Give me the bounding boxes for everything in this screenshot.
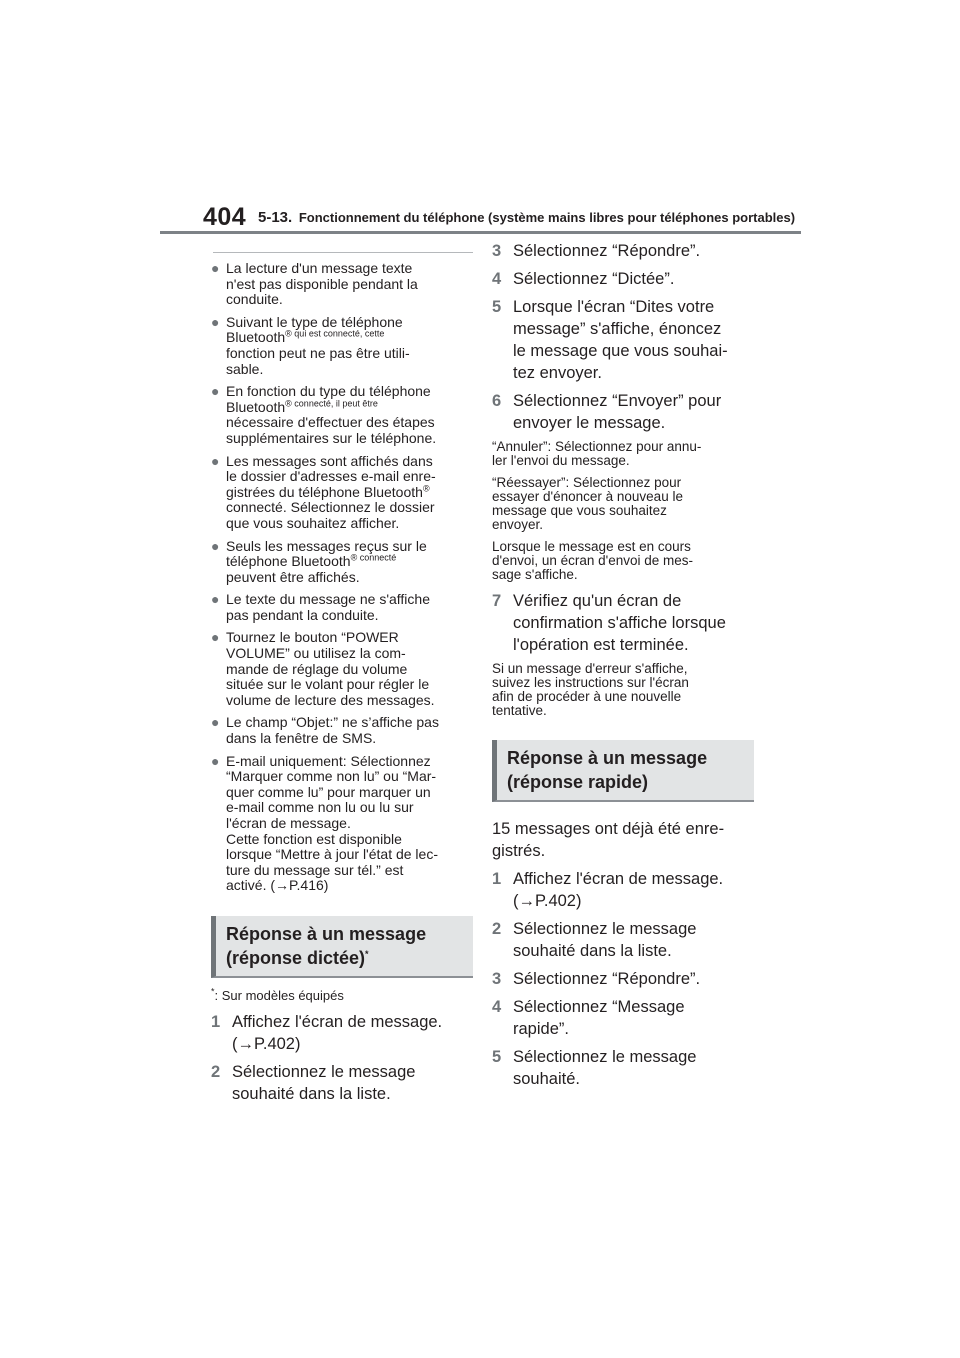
list-item: 1 Affichez l'écran de message. (→P.402) [211,1012,443,1053]
step-number: 3 [492,970,502,988]
section-number: 5-13. [258,209,293,226]
list-item: ● La lecture d'un message texte n'est pas disponible pendant la conduite. [211,260,418,308]
registered-mark: ® connecté [350,552,397,563]
step-number: 4 [492,998,502,1016]
section-heading-dictee: Réponse à un message (réponse dictée)* [211,916,473,978]
note-envoi: Lorsque le message est en cours d'envoi, un écran d'envoi de mes- sage s'affiche. [492,539,694,582]
header-rule [160,231,801,234]
step-number: 3 [492,242,502,260]
bullet-icon: ● [211,537,220,554]
registered-mark: ® [422,483,430,494]
step-number: 7 [492,592,502,610]
page-number: 404 [203,203,247,231]
section-title: Fonctionnement du téléphone (système mains libres pour téléphones portables) [298,210,796,225]
list-item: ● Tournez le bouton “POWER VOLUME” ou utilisez la com- mande de réglage du volume située sur le volant pour régler le volume de lecture des messages. [211,629,435,708]
step-number: 1 [492,870,502,888]
list-item: 2 Sélectionnez le message souhaité dans la liste. [211,1062,416,1103]
notes-top-rule [213,252,473,253]
footnote-mark: * [365,948,369,959]
notes-list [211,261,473,894]
bullet-icon: ● [211,752,220,769]
list-item: 2 Sélectionnez le message souhaité dans la liste. [492,920,697,960]
step-number: 4 [492,270,502,288]
list-item: 5 Sélectionnez le message souhaité. [492,1048,697,1088]
step-number: 6 [492,392,502,410]
note-erreur: Si un message d'erreur s'affiche, suivez les instructions sur l'écran afin de procéder à une nouvelle tentative. [492,661,689,718]
bullet-icon: ● [211,629,220,646]
list-item: 4 Sélectionnez “Dictée”. [492,270,675,288]
registered-mark: ® connecté, il peut être [285,398,378,409]
list-item: 6 Sélectionnez “Envoyer” pour envoyer le message. [492,392,722,432]
section-heading-rapide: Réponse à un message (réponse rapide) [492,740,754,802]
steps-list-rapide [492,868,754,1090]
section-header [258,209,795,226]
bullet-icon: ● [211,313,220,330]
registered-mark: ® qui est connecté, cette [285,328,385,339]
steps-list-dictee-c [492,590,754,656]
left-column [211,252,473,1111]
list-item: ● Seuls les messages reçus sur le téléphone Bluetooth$^{® connecté}$ peuvent être affichés. [211,537,427,585]
list-item: 3 Sélectionnez “Répondre”. [492,970,701,988]
note-annuler: “Annuler”: Sélectionnez pour annu- ler l'envoi du message. [492,439,702,468]
list-item: ● Le champ “Objet:” ne s’affiche pas dans la fenêtre de SMS. [211,714,439,747]
intro-paragraph: 15 messages ont déjà été enre- gistrés. [492,820,725,860]
list-item: 3 Sélectionnez “Répondre”. [492,242,701,260]
list-item: 7 Vérifiez qu'un écran de confirmation s'affiche lorsque l'opération est terminée. [492,592,726,654]
list-item: 1 Affichez l'écran de message. (→P.402) [492,870,724,910]
step-number: 5 [492,298,502,316]
step-number: 5 [492,1048,502,1066]
list-item: ● Les messages sont affichés dans le dossier d'adresses e-mail enre- gistrées du téléphone Bluetooth® connecté. Sélectionnez le dossier que vous souhaitez afficher. [211,452,436,531]
bullet-icon: ● [211,591,220,608]
list-item: ● En fonction du type du téléphone Bluetooth$^{® connecté, il peut être}$ nécessaire d'effectuer des étapes supplémentaires sur le téléphone. [211,383,437,446]
step-number: 2 [211,1062,221,1081]
note-reessayer: “Réessayer”: Sélectionnez pour essayer d'énoncer à nouveau le message que vous souhaitez envoyer. [492,475,683,532]
bullet-icon: ● [211,383,220,400]
list-item: ● Le texte du message ne s'affiche pas pendant la conduite. [211,591,430,623]
step-number: 2 [492,920,502,938]
steps-list-dictee-a [211,1011,473,1105]
list-item: ● Suivant le type de téléphone Bluetooth$^{® qui est connecté, cette}$ fonction peut ne pas être utili- sable. [211,313,410,377]
list-item: 4 Sélectionnez “Message rapide”. [492,998,685,1038]
bullet-icon: ● [211,714,220,731]
footnote: *: Sur modèles équipés [211,986,344,1003]
bullet-icon: ● [211,452,220,469]
steps-list-dictee-b [492,240,754,434]
step-number: 1 [211,1012,221,1031]
list-item: 5 Lorsque l'écran “Dites votre message” s'affiche, énoncez le message que vous souhai- tez envoyer. [492,298,728,382]
bullet-icon: ● [211,260,220,276]
list-item: ● E-mail uniquement: Sélectionnez “Marquer comme non lu” ou “Mar- quer comme lu” pour marquer un e-mail comme non lu ou lu sur l'écran de message. Cette fonction est disponible lorsque “Mettre à jour l'état de lec- ture du message sur tél.” est activé. (→P.416) [211,752,438,894]
right-column [492,240,754,1096]
